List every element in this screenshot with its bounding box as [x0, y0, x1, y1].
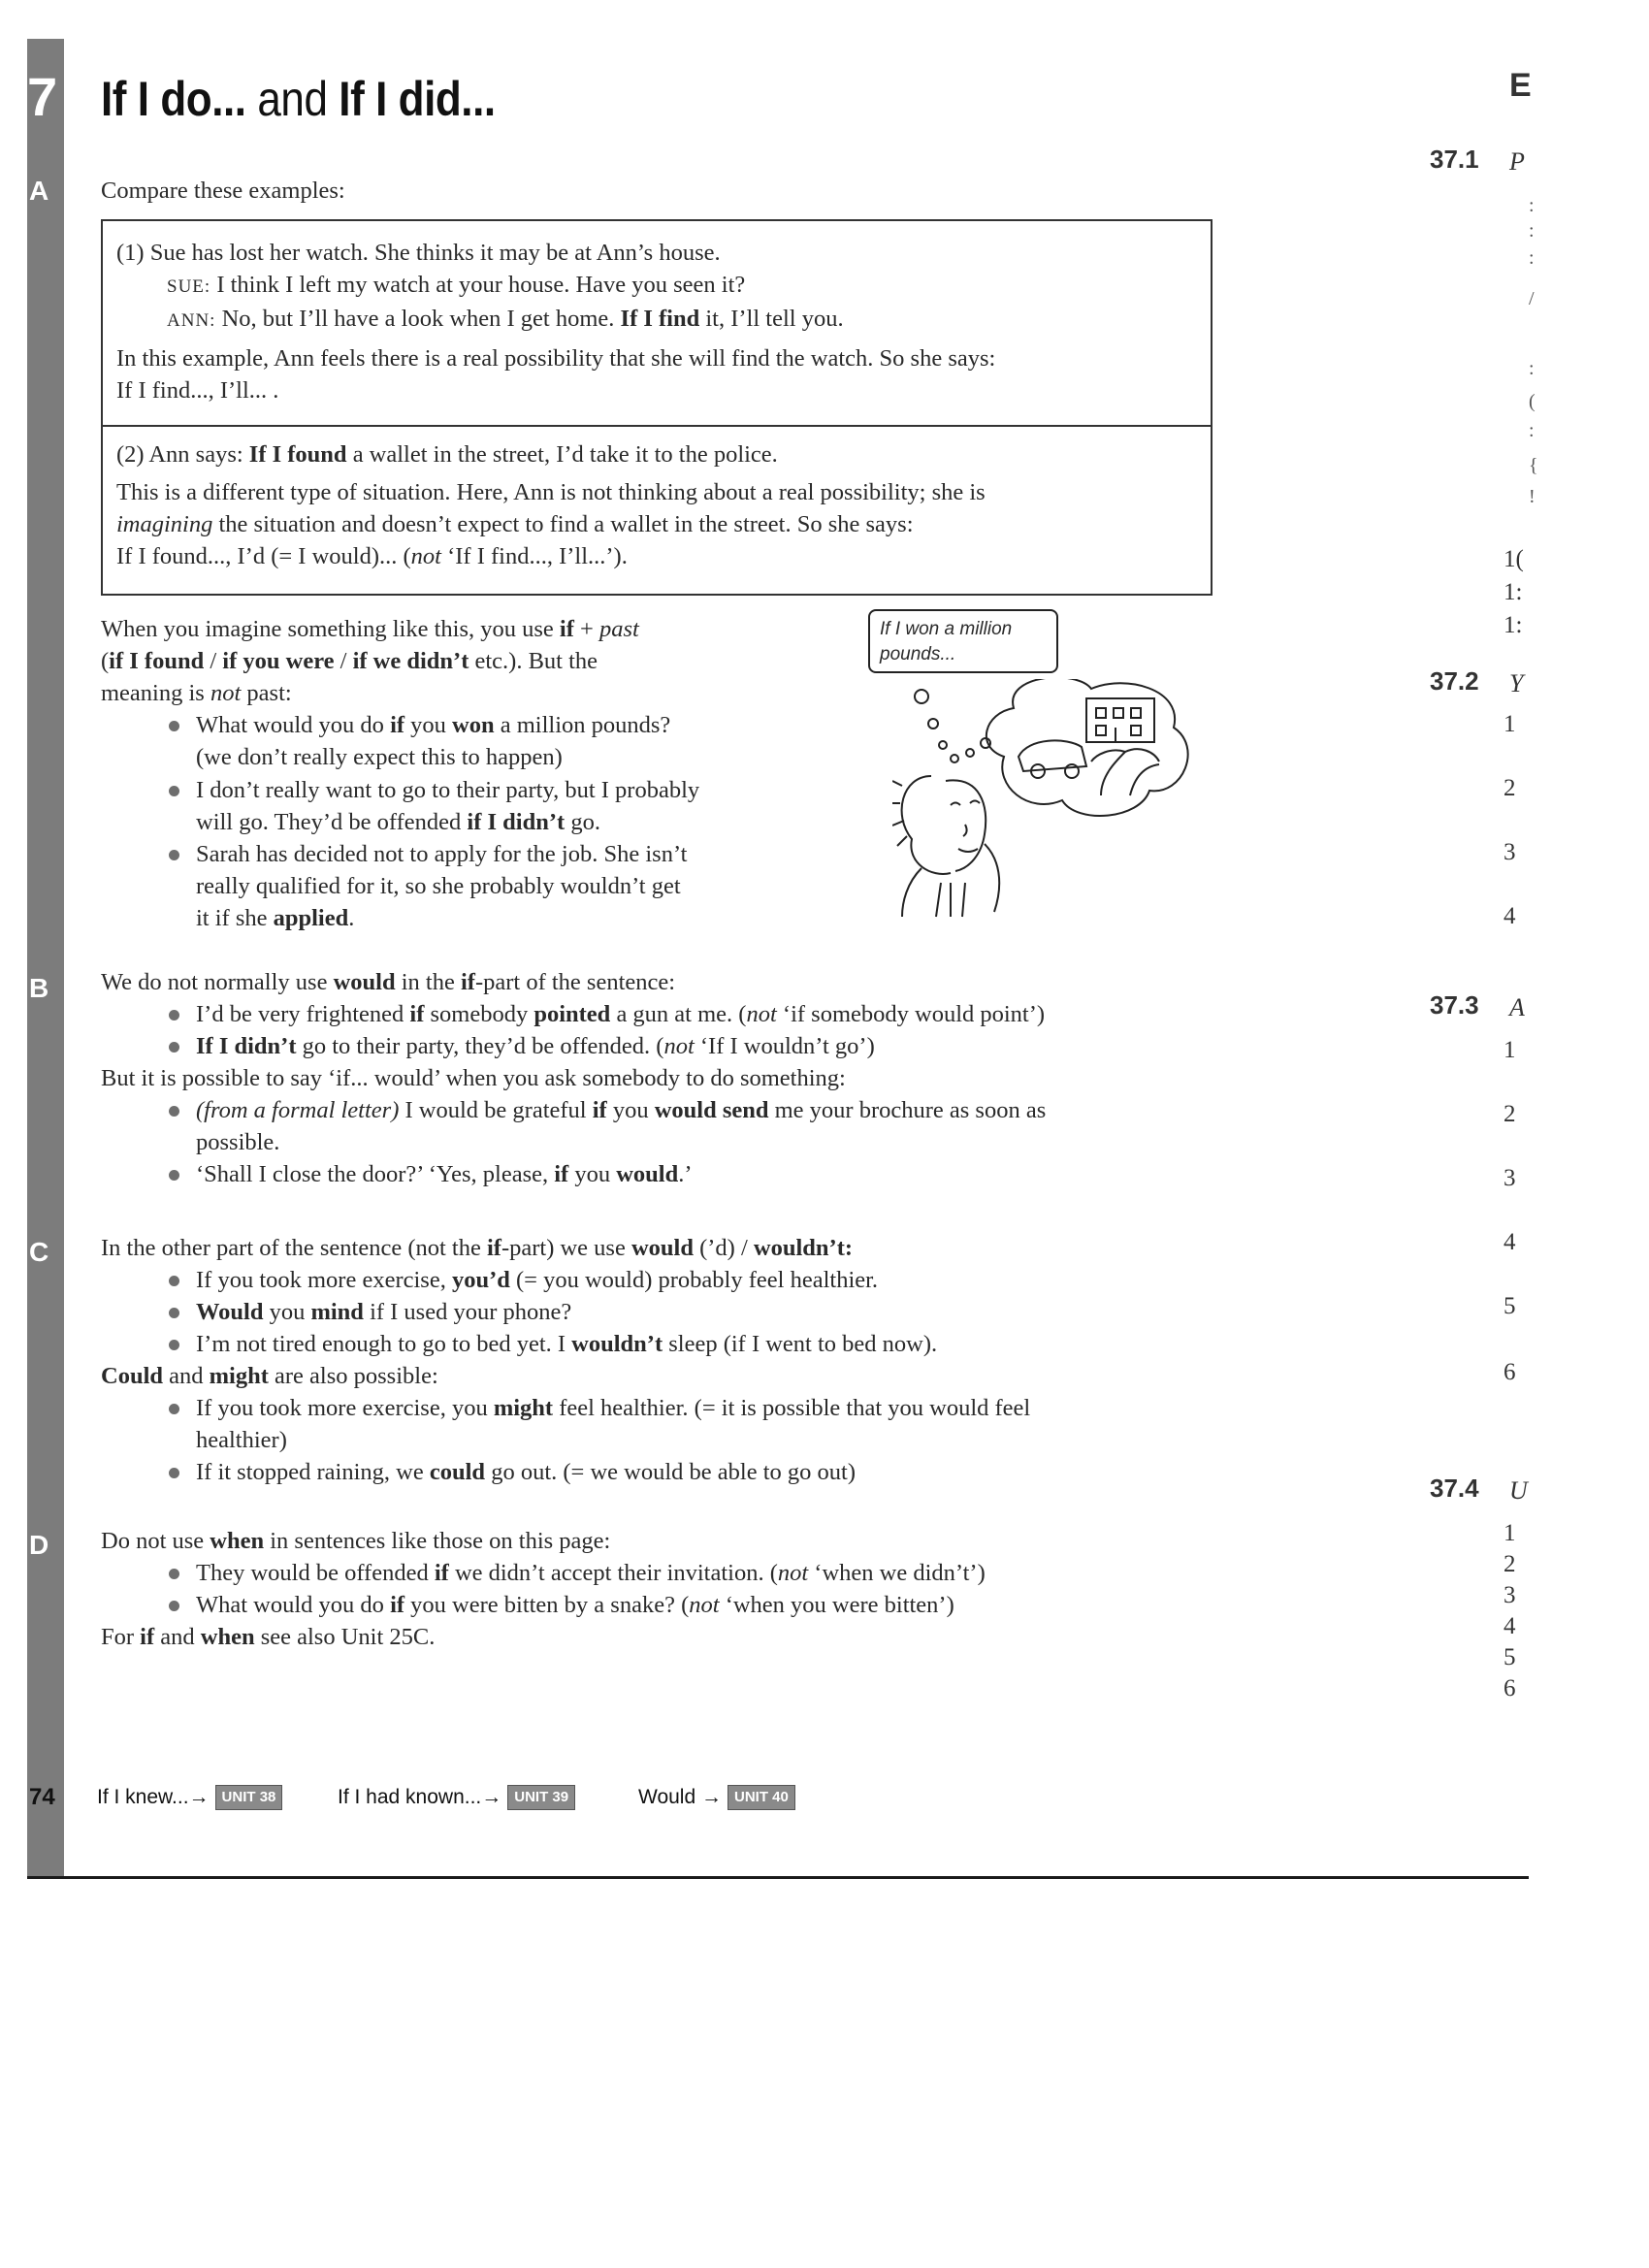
exercise-mark: :: [1529, 420, 1535, 441]
page-edge-line: [27, 1876, 1529, 1879]
exercise-item-number: 3: [1504, 1582, 1516, 1608]
exercise-mark: :: [1529, 220, 1535, 242]
example-2: (2) Ann says: If I found a wallet in the street, I’d take it to the police. This is a different type of situation. Here, Ann is not thinking about a real possibility; she is imagining the situation and doesn’t expect to find a wallet in the street. So she says: If I found..., I’d (= I would)... (not ‘If I find..., I’ll...’).: [116, 441, 986, 569]
exercise-item-number: 3: [1504, 839, 1516, 865]
exercise-item-number: 3: [1504, 1165, 1516, 1191]
footer-link-unit-38[interactable]: If I knew...→ UNIT 38: [97, 1781, 282, 1813]
exercise-item-number: 5: [1504, 1293, 1516, 1319]
exercise-mark: /: [1529, 288, 1535, 309]
unit-sidebar: [27, 39, 64, 1876]
exercise-item-number: 5: [1504, 1644, 1516, 1670]
example-1: (1) Sue has lost her watch. She thinks it may be at Ann’s house. SUE: I think I left my watch at your house. Have you seen it? ANN: No, but I’ll have a look when I get home. If I find it, I’ll tell you. In this example, Ann feels there is a real possibility that she will find the watch. So she says: If I find..., I’ll... .: [116, 240, 996, 404]
daydream-illustration: [892, 679, 1222, 922]
exercise-item-number: 1: [1504, 711, 1516, 737]
section-letter-b: B: [29, 973, 49, 1003]
section-letter-d: D: [29, 1530, 49, 1560]
footer-link-unit-39[interactable]: If I had known...→ UNIT 39: [338, 1781, 575, 1813]
exercise-37-1-number: 37.1: [1430, 145, 1479, 174]
section-a-bullets: What would you do if you won a million pounds? (we don’t really expect this to happen) I don’t really want to go to their party, but I probably will go. They’d be offended if I didn’t go. Sarah has decided not to apply for the job. She isn’t really qualified for it, so she probably wouldn’t get it if she applied.: [167, 709, 699, 934]
list-item: ‘Shall I close the door?’ ‘Yes, please, if you would.’: [167, 1158, 1046, 1190]
list-item: I’d be very frightened if somebody pointed a gun at me. (not ‘if somebody would point’): [167, 998, 1046, 1030]
exercises-heading: E: [1509, 67, 1532, 104]
section-letter-c: C: [29, 1237, 49, 1267]
section-a-intro: Compare these examples:: [101, 178, 345, 204]
page-title: If I do... and If I did...: [101, 72, 496, 126]
list-item: Sarah has decided not to apply for the job. She isn’t: [167, 838, 699, 870]
exercise-item-number: 6: [1504, 1675, 1516, 1701]
box-divider: [103, 425, 1211, 427]
exercise-item-number: 1: [1504, 1520, 1516, 1546]
list-item: What would you do if you won a million pounds?: [167, 709, 699, 741]
exercise-item-number: 4: [1504, 1613, 1516, 1639]
exercise-mark: :: [1529, 247, 1535, 269]
list-item: (from a formal letter) I would be grateful if you would send me your brochure as soon as: [167, 1094, 1046, 1126]
list-item: I’m not tired enough to go to bed yet. I wouldn’t sleep (if I went to bed now).: [167, 1328, 1030, 1360]
exercise-37-2-number: 37.2: [1430, 666, 1479, 696]
list-item: If you took more exercise, you’d (= you would) probably feel healthier.: [167, 1264, 1030, 1296]
exercise-item-number: 1(: [1504, 546, 1524, 572]
list-item: They would be offended if we didn’t accept their invitation. (not ‘when we didn’t’): [167, 1557, 986, 1589]
list-item: If it stopped raining, we could go out. (= we would be able to go out): [167, 1456, 1030, 1488]
footer-link-unit-40[interactable]: Would → UNIT 40: [638, 1781, 795, 1813]
exercise-item-number: 4: [1504, 903, 1516, 929]
exercise-item-number: 1: [1504, 1037, 1516, 1063]
section-d: Do not use when in sentences like those on this page: They would be offended if we didn’t accept their invitation. (not ‘when we didn’t’) What would you do if you were bitten by a snake? (not ‘when you were bitten’) For if and when see also Unit 25C.: [101, 1528, 986, 1650]
list-item: What would you do if you were bitten by a snake? (not ‘when you were bitten’): [167, 1589, 986, 1621]
comparison-box: [101, 219, 1212, 596]
exercise-37-4-instruction: U: [1509, 1476, 1528, 1505]
exercise-item-number: 1:: [1504, 579, 1523, 605]
exercise-37-3-instruction: A: [1509, 993, 1525, 1021]
exercise-mark: :: [1529, 195, 1535, 216]
imagine-explanation: When you imagine something like this, you use if + past (if I found / if you were / if we didn’t etc.). But the meaning is not past:: [101, 616, 639, 706]
exercise-mark: (: [1529, 391, 1536, 412]
exercise-37-1-instruction: P: [1509, 147, 1525, 176]
section-c: In the other part of the sentence (not the if-part) we use would (’d) / wouldn’t: If you took more exercise, you’d (= you would) probably feel healthier. Would you mind if I used your phone? I’m not tired enough to go to bed yet. I wouldn’t sleep (if I went to bed now). Could and might are also possible: If you took more exercise, you might feel healthier. (= it is possible that you would feel healthier) If it stopped raining, we could go out. (= we would be able to go out): [101, 1232, 1030, 1488]
exercise-item-number: 2: [1504, 1551, 1516, 1577]
page-number: 74: [29, 1784, 55, 1810]
exercise-mark: {: [1529, 455, 1538, 476]
exercise-37-3-number: 37.3: [1430, 990, 1479, 1020]
exercise-mark: :: [1529, 358, 1535, 379]
exercise-item-number: 2: [1504, 1101, 1516, 1127]
exercise-mark: !: [1529, 486, 1536, 507]
exercise-item-number: 4: [1504, 1229, 1516, 1255]
unit-number: 7: [27, 66, 58, 127]
exercise-item-number: 2: [1504, 775, 1516, 801]
list-item: I don’t really want to go to their party, but I probably: [167, 774, 699, 806]
list-item: If I didn’t go to their party, they’d be offended. (not ‘If I wouldn’t go’): [167, 1030, 1046, 1062]
exercise-item-number: 1:: [1504, 612, 1523, 638]
exercise-37-4-number: 37.4: [1430, 1474, 1479, 1503]
section-b: We do not normally use would in the if-part of the sentence: I’d be very frightened if somebody pointed a gun at me. (not ‘if somebody would point’) If I didn’t go to their party, they’d be offended. (not ‘If I wouldn’t go’) But it is possible to say ‘if... would’ when you ask somebody to do something: (from a formal letter) I would be grateful if you would send me your brochure as soon as possible. ‘Shall I close the door?’ ‘Yes, please, if you would.’: [101, 966, 1046, 1190]
exercise-37-2-instruction: Y: [1509, 669, 1524, 697]
exercise-item-number: 6: [1504, 1359, 1516, 1385]
list-item: If you took more exercise, you might feel healthier. (= it is possible that you would feel: [167, 1392, 1030, 1424]
section-letter-a: A: [29, 176, 49, 206]
thought-bubble: If I won a million pounds...: [868, 609, 1058, 673]
list-item: Would you mind if I used your phone?: [167, 1296, 1030, 1328]
